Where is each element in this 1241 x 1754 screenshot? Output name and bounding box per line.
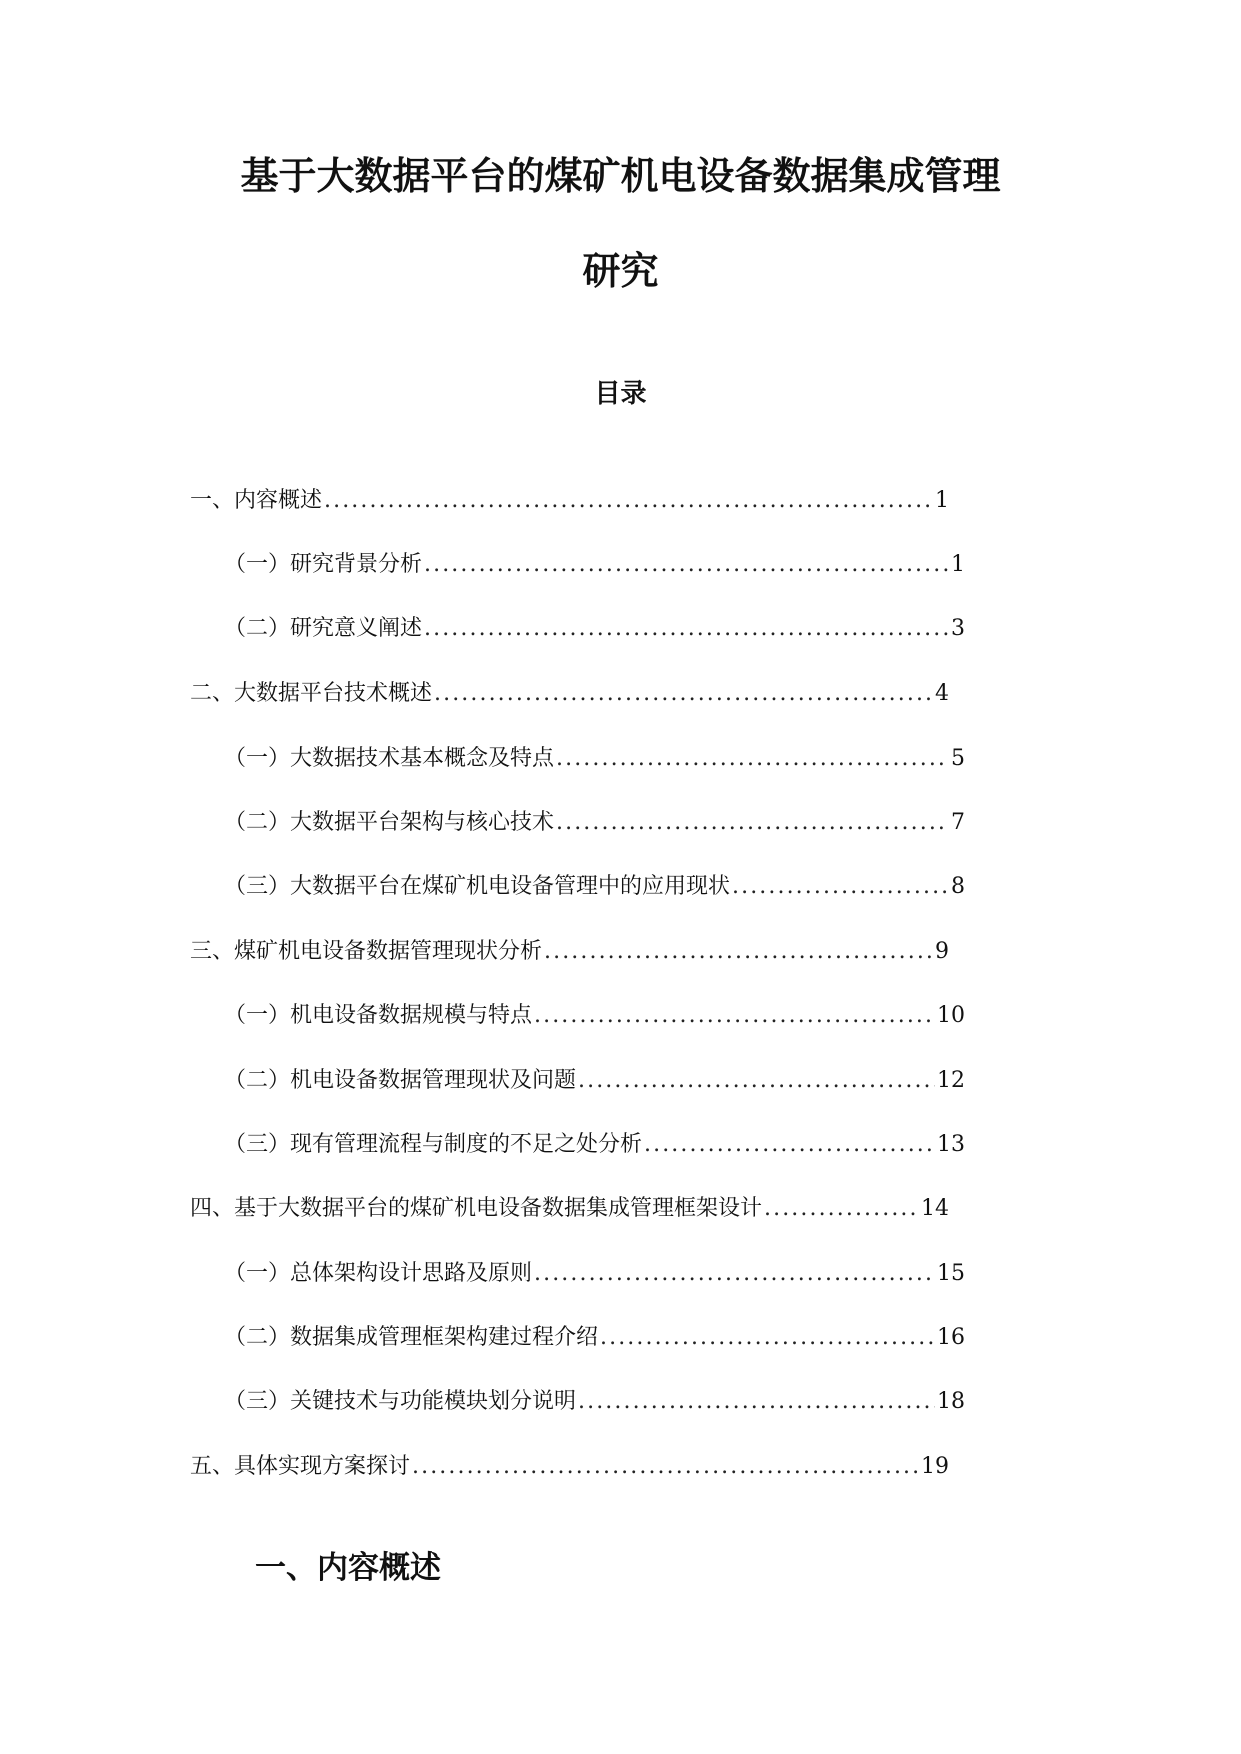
toc-leader-dots [556, 744, 949, 774]
toc-entry-page: 1 [951, 552, 965, 577]
toc-entry-title: 五、具体实现方案探讨 [190, 1454, 411, 1479]
toc-entry-title: （一）研究背景分析 [224, 552, 423, 577]
toc-entry[interactable] [224, 1130, 965, 1160]
toc-entry-page: 9 [935, 939, 949, 964]
section-heading: 一、内容概述 [255, 1550, 441, 1586]
toc-entry[interactable] [224, 1387, 965, 1417]
toc-entry-title: （一）总体架构设计思路及原则 [224, 1261, 533, 1286]
toc-entry[interactable] [224, 1259, 965, 1289]
toc-entry-title: （二）数据集成管理框架构建过程介绍 [224, 1325, 599, 1350]
toc-entry-title: （一）大数据技术基本概念及特点 [224, 746, 555, 771]
toc-entry[interactable] [190, 1452, 949, 1482]
toc-entry[interactable] [190, 937, 949, 967]
toc-leader-dots [424, 614, 949, 644]
toc-leader-dots [412, 1452, 919, 1482]
toc-entry-page: 7 [951, 810, 965, 835]
toc-entry[interactable] [190, 1194, 949, 1224]
toc-entry-title: 四、基于大数据平台的煤矿机电设备数据集成管理框架设计 [190, 1196, 763, 1221]
toc-entry-title: （二）研究意义阐述 [224, 616, 423, 641]
toc-entry-title: 二、大数据平台技术概述 [190, 681, 433, 706]
toc-entry-page: 19 [921, 1454, 949, 1479]
toc-leader-dots [732, 872, 949, 902]
document-title-line-1: 基于大数据平台的煤矿机电设备数据集成管理 [240, 153, 1001, 198]
toc-leader-dots [324, 486, 933, 516]
toc-entry-page: 8 [951, 874, 965, 899]
toc-leader-dots [764, 1194, 919, 1224]
toc-entry-title: 一、内容概述 [190, 488, 323, 513]
toc-leader-dots [434, 679, 933, 709]
toc-entry-page: 1 [935, 488, 949, 513]
toc-leader-dots [534, 1259, 935, 1289]
toc-entry-title: （三）关键技术与功能模块划分说明 [224, 1389, 577, 1414]
toc-entry-title: （二）机电设备数据管理现状及问题 [224, 1068, 577, 1093]
toc-entry[interactable] [224, 550, 965, 580]
toc-entry[interactable] [224, 614, 965, 644]
toc-entry[interactable] [190, 486, 949, 516]
toc-entry[interactable] [224, 744, 965, 774]
toc-entry-page: 12 [937, 1068, 965, 1093]
toc-entry-page: 4 [935, 681, 949, 706]
toc-entry-title: （三）现有管理流程与制度的不足之处分析 [224, 1132, 643, 1157]
toc-leader-dots [578, 1066, 935, 1096]
toc-entry-page: 3 [951, 616, 965, 641]
toc-entry[interactable] [190, 679, 949, 709]
toc-leader-dots [556, 808, 949, 838]
toc-entry-title: （三）大数据平台在煤矿机电设备管理中的应用现状 [224, 874, 731, 899]
toc-leader-dots [544, 937, 933, 967]
document-title-line-2: 研究 [582, 248, 659, 293]
toc-leader-dots [534, 1001, 935, 1031]
toc-entry[interactable] [224, 808, 965, 838]
toc-leader-dots [424, 550, 949, 580]
toc-leader-dots [644, 1130, 935, 1160]
toc-entry-title: 三、煤矿机电设备数据管理现状分析 [190, 939, 543, 964]
toc-entry-title: （二）大数据平台架构与核心技术 [224, 810, 555, 835]
toc-entry-page: 16 [937, 1325, 965, 1350]
toc-entry[interactable] [224, 1066, 965, 1096]
toc-entry-page: 13 [937, 1132, 965, 1157]
toc-leader-dots [578, 1387, 935, 1417]
toc-entry[interactable] [224, 1001, 965, 1031]
toc-entry-page: 5 [951, 746, 965, 771]
toc-entry-title: （一）机电设备数据规模与特点 [224, 1003, 533, 1028]
toc-entry-page: 15 [937, 1261, 965, 1286]
toc-leader-dots [600, 1323, 935, 1353]
toc-entry-page: 10 [937, 1003, 965, 1028]
toc-entry[interactable] [224, 872, 965, 902]
toc-entry-page: 18 [937, 1389, 965, 1414]
toc-heading: 目录 [594, 379, 647, 409]
toc-entry-page: 14 [921, 1196, 949, 1221]
toc-entry[interactable] [224, 1323, 965, 1353]
